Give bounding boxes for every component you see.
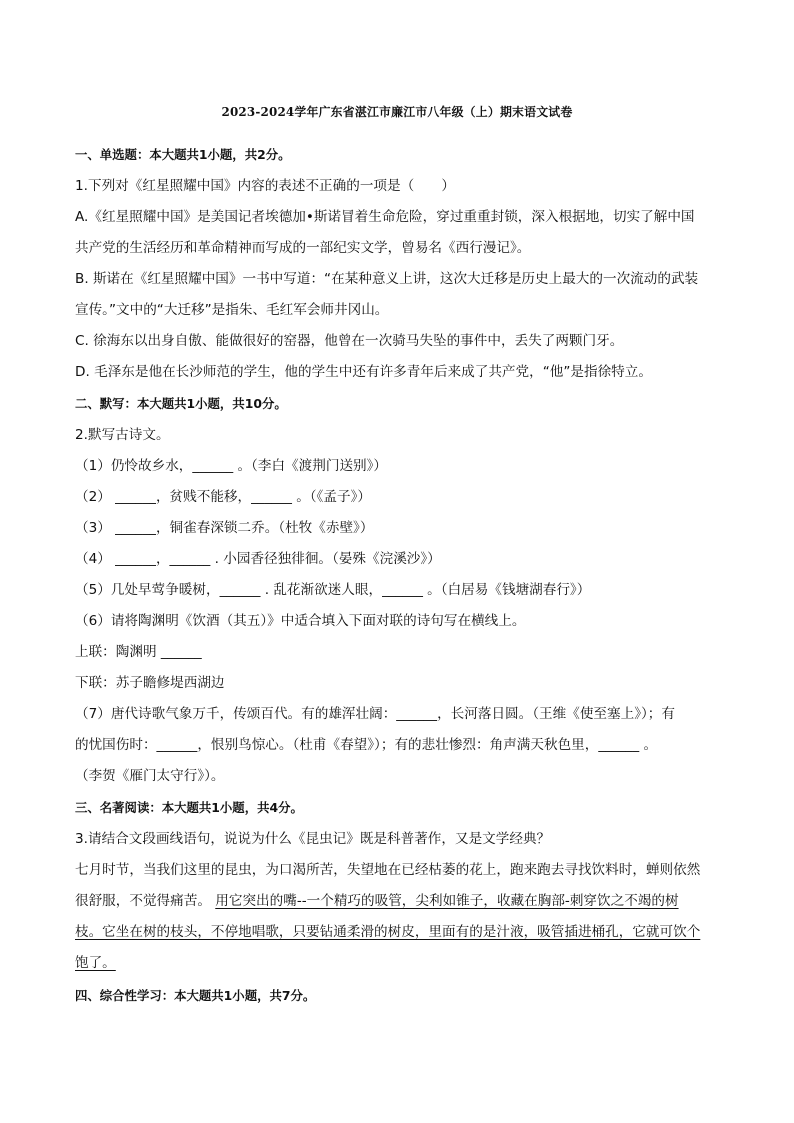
section-3-header: 三、名著阅读：本大题共1小题，共4分。 — [75, 800, 303, 815]
passage-line-2-plain: 很舒服，不觉得痛苦。 — [75, 893, 211, 909]
page-title: 2023-2024学年广东省湛江市廉江市八年级（上）期末语文试卷 — [221, 105, 573, 119]
option-b-line2: 宣传。”文中的“大迁移”是指朱、毛红军会师井冈山。 — [75, 302, 389, 318]
option-a-line2: 共产党的生活经历和革命精神而写成的一部纪实文学，曾易名《西行漫记》。 — [75, 240, 531, 256]
option-a-line1: A.《红星照耀中国》是美国记者埃德加•斯诺冒着生命危险，穿过重重封锁，深入根据地，切实了解中国 — [75, 209, 695, 225]
question-3: 3.请结合文段画线语句，说说为什么《昆虫记》既是科普著作，又是文学经典？ — [75, 831, 551, 847]
section-4-header: 四、综合性学习：本大题共1小题，共7分。 — [75, 988, 316, 1003]
question-1: 1.下列对《红星照耀中国》内容的表述不正确的一项是（ ） — [75, 178, 455, 194]
passage-line-2 — [75, 891, 679, 911]
passage-line-1: 七月时节，当我们这里的昆虫，为口渴所苦，失望地在已经枯萎的花上，跑来跑去寻找饮料时，蝉则依然 — [75, 862, 701, 878]
passage-line-2-underlined: 用它突出的嘴--一个精巧的吸管，尖利如锥子，收藏在胸部-刺穿饮之不竭的树 — [215, 893, 679, 909]
passage-line-4: 饱了。 — [75, 955, 116, 971]
recite-item-4: （4） ______，______ . 小园香径独徘徊。（晏殊《浣溪沙》） — [75, 551, 441, 567]
option-c: C. 徐海东以出身自傲、能做很好的窑器，他曾在一次骑马失坠的事件中，丢失了两颗门牙。 — [75, 333, 624, 349]
option-d: D. 毛泽东是他在长沙师范的学生，他的学生中还有许多青年后来成了共产党，“他”是指徐特立。 — [75, 364, 652, 380]
recite-item-7-line2: 的忧国伤时：______，恨别鸟惊心。（杜甫《春望》）；有的悲壮惨烈：角声满天秋色里，______ 。 — [75, 737, 658, 753]
recite-item-7-line1: （7）唐代诗歌气象万千，传颂百代。有的雄浑壮阔：______，长河落日圆。（王维《使至塞上》）；有 — [75, 706, 675, 722]
section-1-header: 一、单选题：本大题共1小题，共2分。 — [75, 147, 291, 162]
recite-item-6: （6）请将陶渊明《饮酒（其五）》中适合填入下面对联的诗句写在横线上。 — [75, 613, 526, 629]
section-2-header: 二、默写：本大题共1小题，共10分。 — [75, 396, 287, 411]
couplet-lower: 下联：苏子瞻修堤西湖边 — [75, 675, 225, 691]
recite-item-1: （1）仍怜故乡水，______ 。（李白《渡荆门送别》） — [75, 458, 388, 474]
recite-item-5: （5）几处早莺争暖树，______ . 乱花渐欲迷人眼，______ 。（白居易《钱塘湖春行》） — [75, 582, 591, 598]
recite-item-3: （3） ______，铜雀春深锁二乔。（杜牧《赤壁》） — [75, 520, 374, 536]
recite-item-7-line3: （李贺《雁门太守行》）。 — [75, 768, 225, 784]
option-b-line1: B. 斯诺在《红星照耀中国》一书中写道：“在某种意义上讲，这次大迁移是历史上最大的一次流动的武装 — [75, 271, 699, 287]
recite-item-2: （2） ______，贫贱不能移，______ 。（《孟子》） — [75, 489, 371, 505]
passage-line-3: 枝。它坐在树的枝头，不停地唱歌，只要钻通柔滑的树皮，里面有的是汁液，吸管插进桶孔，它就可饮个 — [75, 924, 701, 940]
question-2: 2.默写古诗文。 — [75, 427, 170, 443]
couplet-upper: 上联：陶渊明 ______ — [75, 644, 202, 660]
